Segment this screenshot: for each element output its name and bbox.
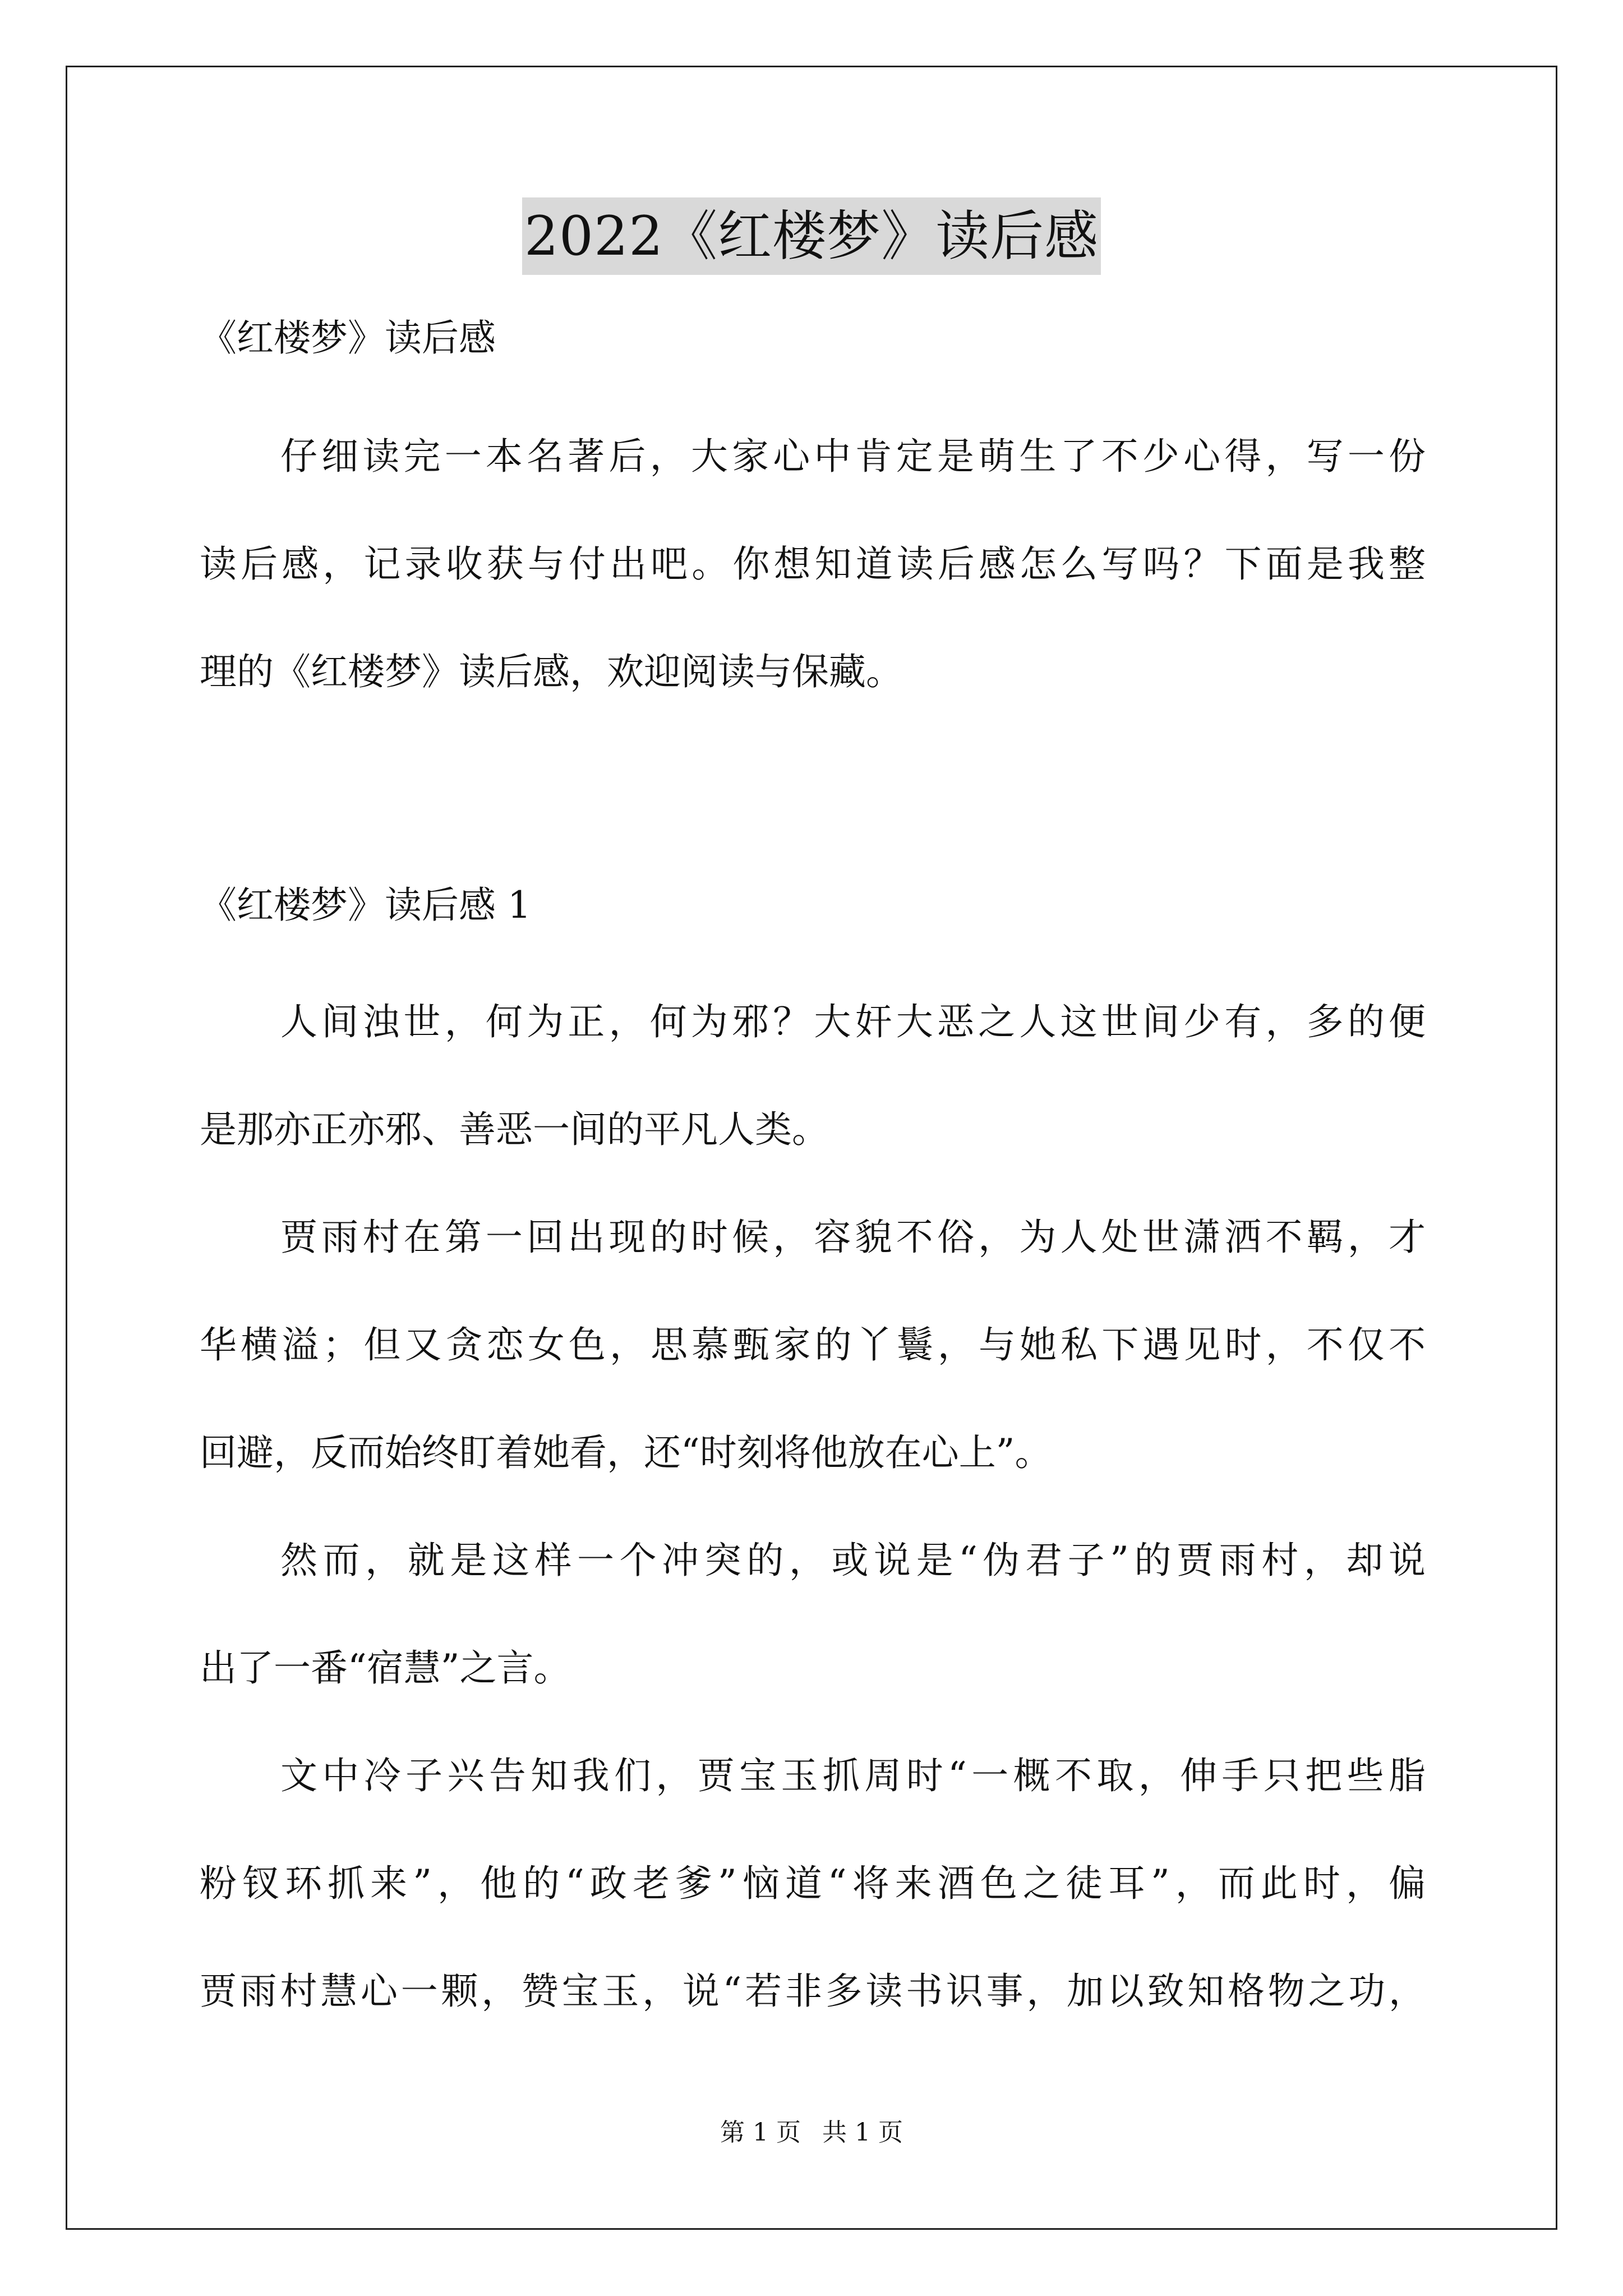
page-total: 共 1 页 [822,2118,903,2147]
section-heading: 《红楼梦》读后感 [200,316,496,360]
paragraph-line: 贾雨村在第一回出现的时候，容貌不俗，为人处世潇洒不羁，才 [280,1216,1426,1259]
page-footer [0,2116,1623,2150]
section-heading: 《红楼梦》读后感 1 [200,884,531,927]
paragraph-line: 出了一番“宿慧”之言。 [200,1646,571,1690]
paragraph-line: 是那亦正亦邪、善恶一间的平凡人类。 [200,1108,829,1151]
paragraph-line: 读后感，记录收获与付出吧。你想知道读后感怎么写吗？下面是我整 [200,542,1426,586]
paragraph-line: 华横溢；但又贪恋女色，思慕甄家的丫鬟，与她私下遇见时，不仅不 [200,1323,1426,1366]
title-container [0,197,1623,275]
paragraph-line: 仔细读完一本名著后，大家心中肯定是萌生了不少心得，写一份 [280,435,1426,478]
paragraph-line: 粉钗环抓来”，他的“政老爹”恼道“将来酒色之徒耳”，而此时，偏 [200,1862,1426,1905]
paragraph-line: 理的《红楼梦》读后感，欢迎阅读与保藏。 [200,650,903,693]
page-number: 第 1 页 [720,2118,801,2147]
paragraph-line: 贾雨村慧心一颗，赞宝玉，说“若非多读书识事，加以致知格物之功， [200,1970,1426,2013]
paragraph-line: 然而，就是这样一个冲突的，或说是“伪君子”的贾雨村，却说 [280,1539,1426,1582]
paragraph-line: 回避，反而始终盯着她看，还“时刻将他放在心上”。 [200,1431,1052,1474]
paragraph-line: 文中冷子兴告知我们，贾宝玉抓周时“一概不取，伸手只把些脂 [280,1754,1426,1797]
document-title: 2022《红楼梦》读后感 [522,197,1101,275]
paragraph-line: 人间浊世，何为正，何为邪？大奸大恶之人这世间少有，多的便 [280,1000,1426,1043]
